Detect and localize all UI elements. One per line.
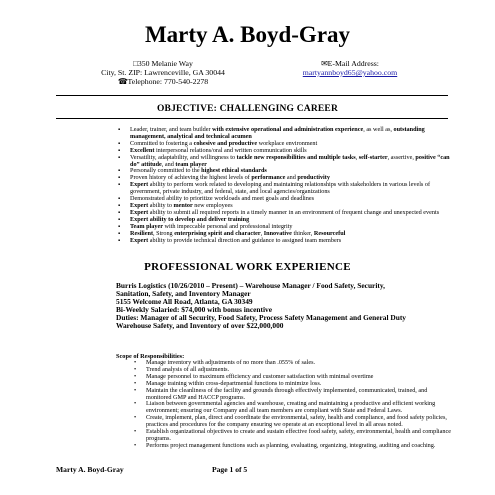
list-item: • Liaison between governmental agencies and warehouse, creating and maintaining a productive and efficient working environment; ensuring our Company and all team members are compliant with State and Federal Laws. [134, 401, 452, 415]
address-line-2: City, St. ZIP: Lawrenceville, GA 30044 [101, 68, 225, 77]
list-item: ▪ Expert ability to develop and deliver training [118, 217, 456, 224]
objective-heading: OBJECTIVE: CHALLENGING CAREER [156, 104, 339, 114]
resume-name: Marty A. Boyd-Gray [144, 22, 351, 47]
list-item: ▪ Committed to fostering a cohesive and productive workplace environment [118, 141, 456, 148]
list-item: ▪ Expert ability to submit all required reports in a timely manner in an environment of frequent change and unexpected events [118, 210, 456, 217]
list-item: • Manage personnel to maximum efficiency and customer satisfaction with minimal overtime [134, 374, 452, 381]
header-divider-top [56, 95, 448, 96]
experience-heading: PROFESSIONAL WORK EXPERIENCE [144, 261, 351, 273]
list-item: ▪ Proven history of achieving the highest levels of performance and productivity [118, 175, 456, 182]
job-address-line: 5155 Welcome All Road, Atlanta, GA 30349 [116, 297, 253, 307]
header-divider-bottom [56, 118, 448, 119]
list-item: ▪ Personally committed to the highest ethical standards [118, 168, 456, 175]
telephone-line: ☎Telephone: 770-540-2278 [117, 77, 209, 86]
address-line-1: □350 Melanie Way [133, 59, 193, 68]
job-block [116, 282, 416, 331]
job-title-line: Burris Logistics (10/26/2010 – Present) – Warehouse Manager / Food Safety, Security, Sanitation, Safety, and Inventory Manager [116, 281, 385, 299]
telephone-icon: ☎ [117, 77, 128, 86]
footer-name: Marty A. Boyd-Gray [56, 465, 124, 474]
email-link[interactable]: martyannboyd65@yahoo.com [302, 68, 398, 77]
scope-heading: Scope of Responsibilities: [116, 353, 185, 360]
envelope-icon: ✉ [321, 59, 328, 68]
contact-email-block [285, 59, 415, 77]
list-item: ▪ Demonstrated ability to prioritize workloads and meet goals and deadlines [118, 196, 456, 203]
list-item: ▪ Expert ability to perform work related to developing and maintaining relationships with stakeholders in various levels of government, private industry, and federal, state, and local agencies/organizations [118, 182, 456, 196]
list-item: ▪ Expert ability to mentor new employees [118, 203, 456, 210]
list-item: ▪ Team player with impeccable personal and professional integrity [118, 224, 456, 231]
job-duties-line: Duties: Manager of all Security, Food Safety, Process Safety Management and General Duty Warehouse Safety, and Inventory of over $22,000,000 [116, 313, 406, 331]
job-salary-line: Bi-Weekly Salaried: $74,000 with bonus incentive [116, 305, 273, 315]
list-item: • Manage inventory with adjustments of no more than .055% of sales. [134, 360, 452, 367]
scope-bullet-list [134, 360, 452, 450]
list-item: • Establish organizational objectives to create and sustain effective food safety, safety, environmental, health and compliance programs. [134, 429, 452, 443]
footer-page-number: Page 1 of 5 [212, 465, 248, 474]
list-item: ▪ Versatility, adaptability, and willingness to tackle new responsibilities and multiple tasks, self-starter, assertive, positive “can do” attitude, and team player [118, 155, 456, 169]
list-item: • Maintain the cleanliness of the facility and grounds through effectively implemented, communicated, trained, and monitored GMP and HACCP programs. [134, 388, 452, 402]
objective-bullet-list [118, 127, 456, 244]
list-item: ▪ Leader, trainer, and team builder with extensive operational and administration experience, as well as, outstanding management, analytical and technical acumen [118, 127, 456, 141]
home-icon: □ [133, 59, 138, 68]
email-label-line: ✉E-Mail Address: [321, 59, 379, 68]
contact-address-block [78, 59, 248, 86]
list-item: ▪ Resilient, Strong enterprising spirit and character, Innovative thinker, Resourceful [118, 231, 456, 238]
list-item: ▪ Excellent interpersonal relations/oral and written communication skills [118, 148, 456, 155]
list-item: • Trend analysis of all adjustments. [134, 367, 452, 374]
list-item: ▪ Expert ability to provide technical direction and guidance to assigned team members [118, 238, 456, 245]
list-item: • Manage training within cross-departmental functions to minimize loss. [134, 381, 452, 388]
list-item: • Create, implement, plan, direct and coordinate the environmental, safety, health and compliance, and food safety policies, practices and procedures for the company ensuring we operate at an exceptional level in all areas noted. [134, 415, 452, 429]
list-item: • Performs project management functions such as planning, evaluating, organizing, integrating, auditing and coaching. [134, 443, 452, 450]
